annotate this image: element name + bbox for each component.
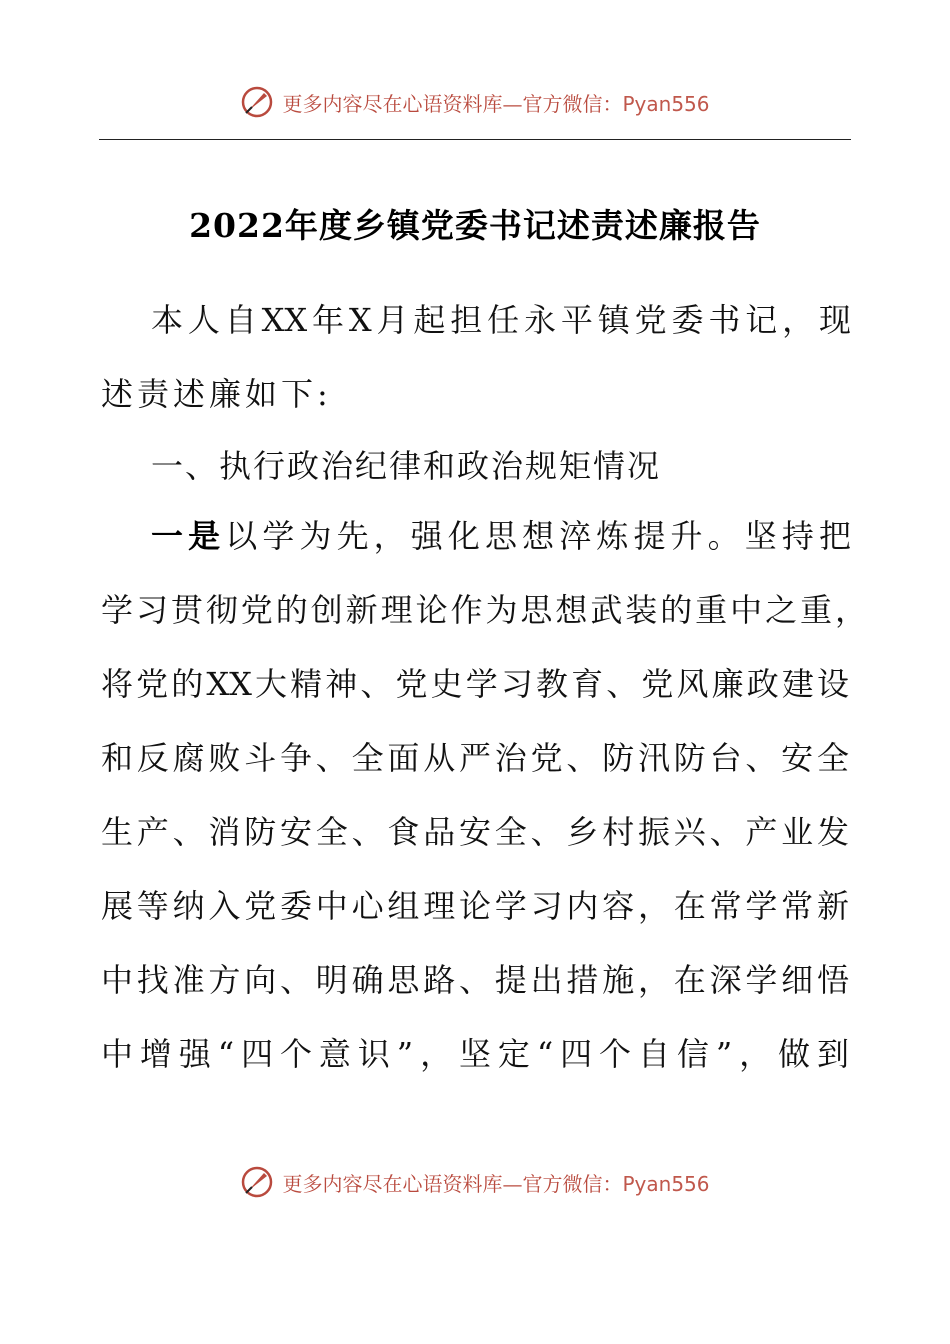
header-divider: [99, 139, 851, 140]
watermark-text: 更多内容尽在心语资料库—官方微信：Pyan556: [282, 1171, 710, 1196]
header-watermark: [0, 82, 950, 122]
paragraph-line: 生产、消防安全、食品安全、乡村振兴、产业发: [101, 813, 849, 851]
paragraph-line: 学习贯彻党的创新理论作为思想武装的重中之重，: [101, 591, 867, 629]
paragraph-line: 述责述廉如下:: [101, 375, 332, 413]
bold-lead: 一是: [151, 517, 226, 555]
quill-logo-icon: [240, 85, 274, 119]
paragraph-line: 本人自XX年X月起担任永平镇党委书记，现: [151, 301, 851, 339]
watermark-text: 更多内容尽在心语资料库—官方微信：Pyan556: [282, 91, 710, 116]
paragraph-line: 和反腐败斗争、全面从严治党、防汛防台、安全: [101, 739, 849, 777]
paragraph-line: 中增强“四个意识”，坚定“四个自信”，做到: [101, 1035, 849, 1073]
paragraph-line: 中找准方向、明确思路、提出措施，在深学细悟: [101, 961, 849, 999]
paragraph-line: 将党的XX大精神、党史学习教育、党风廉政建设: [101, 665, 849, 703]
section-heading: 一、执行政治纪律和政治规矩情况: [151, 447, 662, 485]
paragraph-line: 展等纳入党委中心组理论学习内容，在常学常新: [101, 887, 849, 925]
footer-watermark: [0, 1162, 950, 1202]
quill-logo-icon: [240, 1165, 274, 1199]
paragraph-line: 一是以学为先，强化思想淬炼提升。坚持把: [151, 517, 851, 555]
document-title: 2022年度乡镇党委书记述责述廉报告: [189, 206, 761, 245]
